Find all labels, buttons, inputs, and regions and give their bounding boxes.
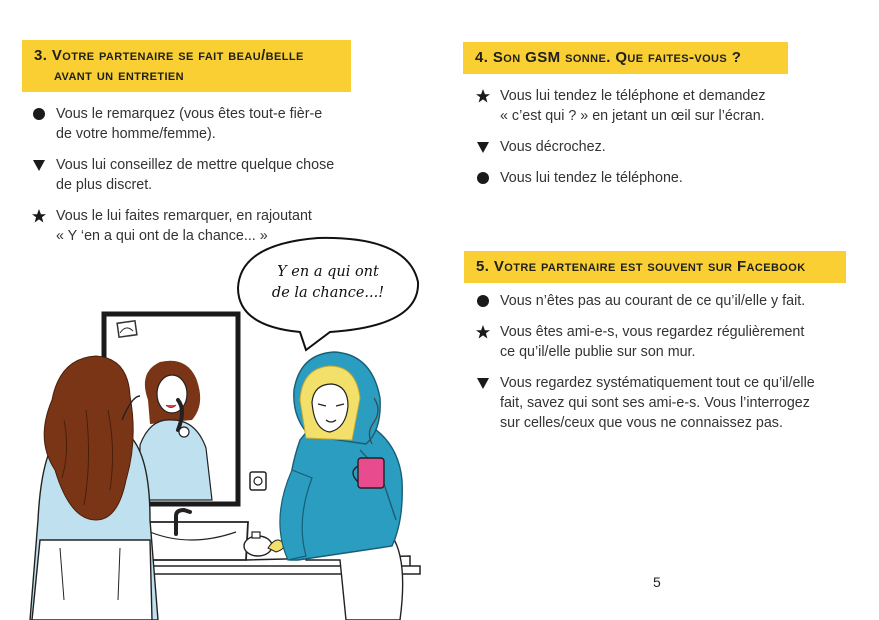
answer-line: fait, savez qui sont ses ami-e-s. Vous l’interrogez [500,395,810,411]
answer-line: sur celles/ceux que vous ne connaissez pas. [500,415,783,431]
woman-in-hoodie [280,352,403,620]
answer-line: Vous regardez systématiquement tout ce qu’il/elle [500,375,815,391]
wall-outlet [250,472,266,490]
answer-line: Vous lui conseillez de mettre quelque chose [56,157,335,173]
section-3-heading-line2: avant un entretien [54,67,185,84]
speech-line: Y en a qui ont [277,264,379,280]
speech-bubble-text [268,262,388,304]
answer-line: Vous êtes ami-e-s, vous regardez régulièrement [500,324,805,340]
answer-line: de plus discret. [56,177,153,193]
answer-line: de votre homme/femme). [56,126,216,142]
answer-line: Vous lui tendez le téléphone et demandez [500,88,766,104]
answer-line: Vous le lui faites remarquer, en rajoutant [56,208,312,224]
page-number: 5 [653,574,661,590]
answer-line: Vous n’êtes pas au courant de ce qu’il/elle y fait. [500,293,806,309]
answer-line: Vous le remarquez (vous êtes tout-e fièr-e [56,106,323,122]
section-5-heading-text: 5. Votre partenaire est souvent sur Facebook [476,258,806,275]
speech-line: de la chance...! [271,285,385,301]
answer-line: « c’est qui ? » en jetant un œil sur l’écran. [500,108,765,124]
woman-applying-lipstick [30,356,158,620]
section-3-heading-line1: 3. Votre partenaire se fait beau/belle [34,47,304,64]
answer-line: ce qu’il/elle publie sur son mur. [500,344,696,360]
answer-line: Vous lui tendez le téléphone. [500,170,683,186]
section-4-heading-text: 4. Son GSM sonne. Que faites-vous ? [475,49,742,66]
answer-line: « Y ‘en a qui ont de la chance... » [56,228,268,244]
answer-line: Vous décrochez. [500,139,606,155]
